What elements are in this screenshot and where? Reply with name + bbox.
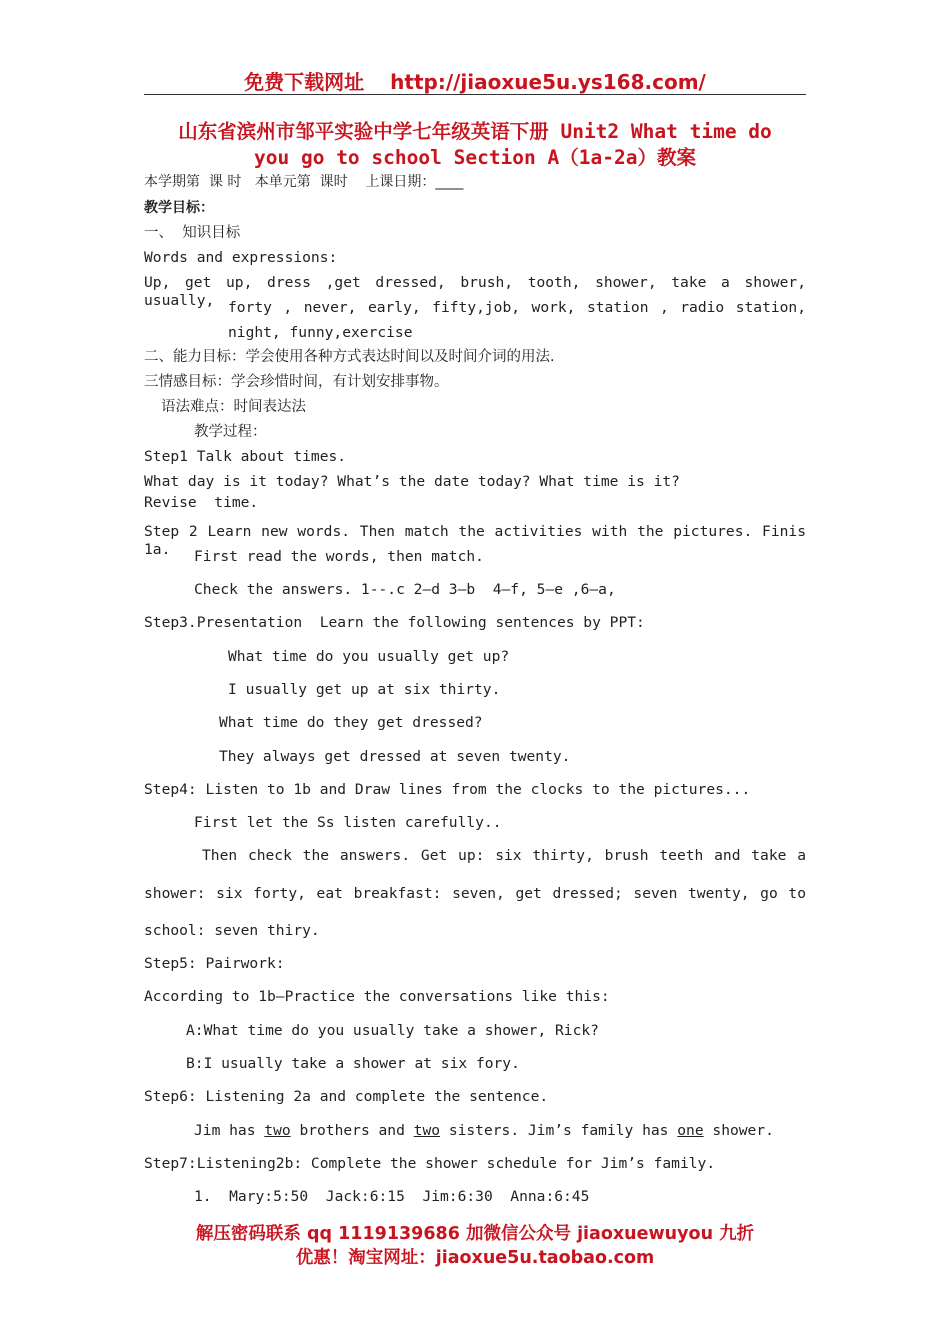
step2-instruction: First read the words, then match. [194,548,484,565]
step4-answers-line-3: school: seven thiry. [144,922,320,939]
ability-goal: 二、能力目标：学会使用各种方式表达时间以及时间介词的用法. [144,349,555,365]
step7-schedule: 1. Mary:5:50 Jack:6:15 Jim:6:30 Anna:6:45 [194,1188,590,1205]
footer-line-2: 优惠！淘宝网址：jiaoxue5u.taobao.com [295,1248,655,1268]
step1-heading: Step1 Talk about times. [144,448,347,465]
goals-heading: 教学目标： [144,200,214,216]
step4-answers-line-2: shower: six forty, eat breakfast: seven, get dressed; seven twenty, go to [144,885,806,902]
knowledge-heading: 一、 知识目标 [144,225,241,241]
process-heading: 教学过程： [194,424,267,440]
step4-answers-line-1: Then check the answers. Get up: six thirty, brush teeth and take a [202,847,806,864]
step7-heading: Step7:Listening2b: Complete the shower schedule for Jim’s family. [144,1155,716,1172]
step3-heading: Step3.Presentation Learn the following sentences by PPT: [144,614,645,631]
header-banner [0,66,950,95]
step6-text-4: shower. [703,1122,774,1139]
step6-text-1: Jim has [194,1122,265,1139]
step2-answers: Check the answers. 1--.c 2—d 3—b 4—f, 5—e ,6—a, [194,581,616,598]
words-label: Words and expressions: [144,249,338,266]
footer-line-1: 解压密码联系 qq 1119139686 加微信公众号 jiaoxuewuyou 九折 [195,1224,755,1244]
step3-sentence-2: I usually get up at six thirty. [228,681,501,698]
header-divider [144,94,806,95]
step5-dialogue-a: A:What time do you usually take a shower, Rick? [186,1022,599,1039]
step5-instruction: According to 1b—Practice the conversations like this: [144,988,610,1005]
step6-blank-3: one [677,1122,704,1139]
schedule-line: 本学期第 课 时 本单元第 课时 上课日期：____ [144,174,464,190]
title-line-2: you go to school Section A（1a-2a）教案 [254,146,696,169]
emotion-goal: 三情感目标：学会珍惜时间，有计划安排事物。 [144,374,449,390]
step5-heading: Step5: Pairwork: [144,955,285,972]
step5-dialogue-b: B:I usually take a shower at six fory. [186,1055,520,1072]
step3-sentence-4: They always get dressed at seven twenty. [219,748,571,765]
step6-sentence [194,1122,774,1140]
title-line-1: 山东省滨州市邹平实验中学七年级英语下册 Unit2 What time do [178,120,772,143]
step3-sentence-3: What time do they get dressed? [219,714,483,731]
step2-heading: Step 2 Learn new words. Then match the activities with the pictures. Finis 1a. [144,523,806,558]
grammar-point: 语法难点：时间表达法 [161,399,306,415]
step6-text-2: brothers and [290,1122,414,1139]
step6-text-3: sisters. Jim’s family has [440,1122,678,1139]
step3-sentence-1: What time do you usually get up? [228,648,510,665]
step1-revise: Revise time. [144,494,259,511]
step6-heading: Step6: Listening 2a and complete the sentence. [144,1088,549,1105]
document-title [120,119,830,171]
words-line-1: Up, get up, dress ,get dressed, brush, tooth, shower, take a shower, usually, [144,274,806,309]
words-line-3: night, funny,exercise [228,324,413,341]
words-line-2: forty , never, early, fifty,job, work, station , radio station, [228,299,806,316]
step4-heading: Step4: Listen to 1b and Draw lines from the clocks to the pictures... [144,781,751,798]
header-url-link[interactable]: http://jiaoxue5u.ys168.com/ [390,70,706,94]
step4-instruction: First let the Ss listen carefully.. [194,814,502,831]
step6-blank-1: two [264,1122,291,1139]
header-label: 免费下载网址 [244,70,365,94]
step1-questions: What day is it today? What’s the date today? What time is it? [144,473,680,490]
step6-blank-2: two [413,1122,441,1139]
